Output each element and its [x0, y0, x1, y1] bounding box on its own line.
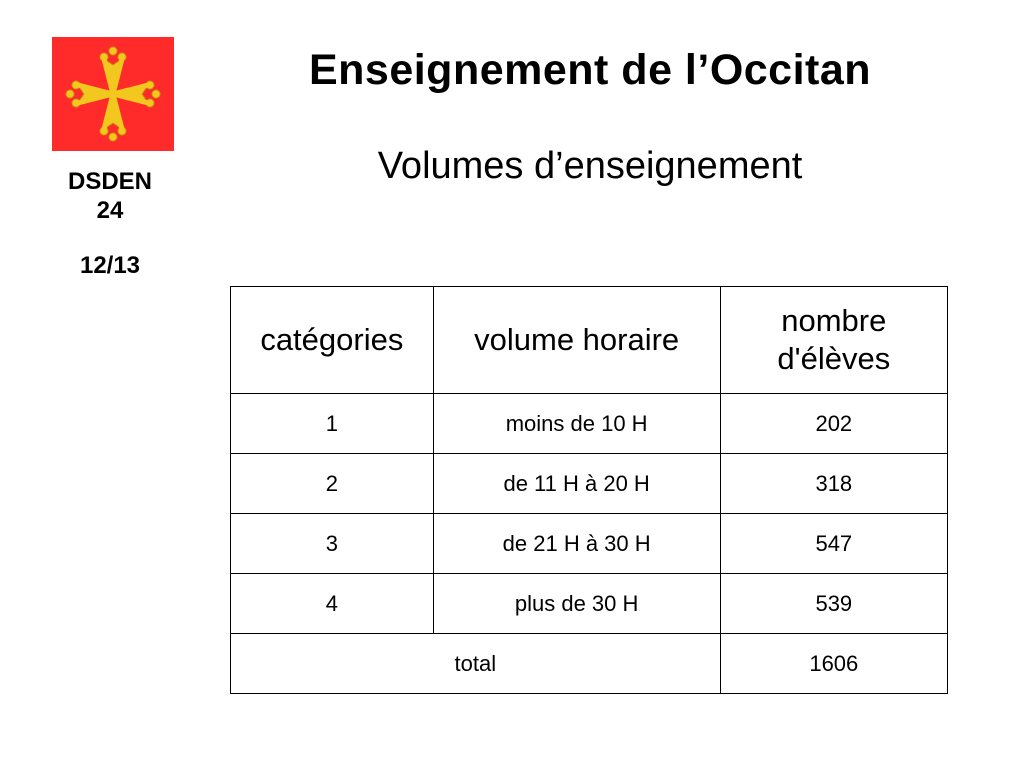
- header-categories: catégories: [231, 287, 434, 394]
- cell-category: 2: [231, 454, 434, 514]
- sidebar-line1: DSDEN: [67, 168, 152, 195]
- page-title: Enseignement de l’Occitan: [308, 46, 872, 94]
- total-label: total: [231, 634, 721, 694]
- sidebar-year: 12/13: [79, 252, 141, 279]
- volumes-table: [230, 286, 948, 694]
- cell-category: 1: [231, 394, 434, 454]
- cell-volume: de 11 H à 20 H: [433, 454, 720, 514]
- table-row: [231, 514, 948, 574]
- cell-category: 4: [231, 574, 434, 634]
- page-subtitle: Volumes d’enseignement: [377, 145, 803, 187]
- cell-category: 3: [231, 514, 434, 574]
- occitan-flag-logo: [52, 37, 174, 151]
- total-value: 1606: [720, 634, 947, 694]
- cell-count: 539: [720, 574, 947, 634]
- cell-count: 202: [720, 394, 947, 454]
- table-row: [231, 574, 948, 634]
- header-nombre: nombre d'élèves: [720, 287, 947, 394]
- occitan-cross-icon: [52, 37, 174, 151]
- sidebar-line2: 24: [96, 197, 124, 224]
- table-total-row: [231, 634, 948, 694]
- table-row: [231, 454, 948, 514]
- cell-volume: moins de 10 H: [433, 394, 720, 454]
- cell-count: 318: [720, 454, 947, 514]
- table-header-row: [231, 287, 948, 394]
- cell-count: 547: [720, 514, 947, 574]
- cell-volume: plus de 30 H: [433, 574, 720, 634]
- table-row: [231, 394, 948, 454]
- sidebar-dsden: [48, 167, 172, 225]
- header-volume: volume horaire: [433, 287, 720, 394]
- cell-volume: de 21 H à 30 H: [433, 514, 720, 574]
